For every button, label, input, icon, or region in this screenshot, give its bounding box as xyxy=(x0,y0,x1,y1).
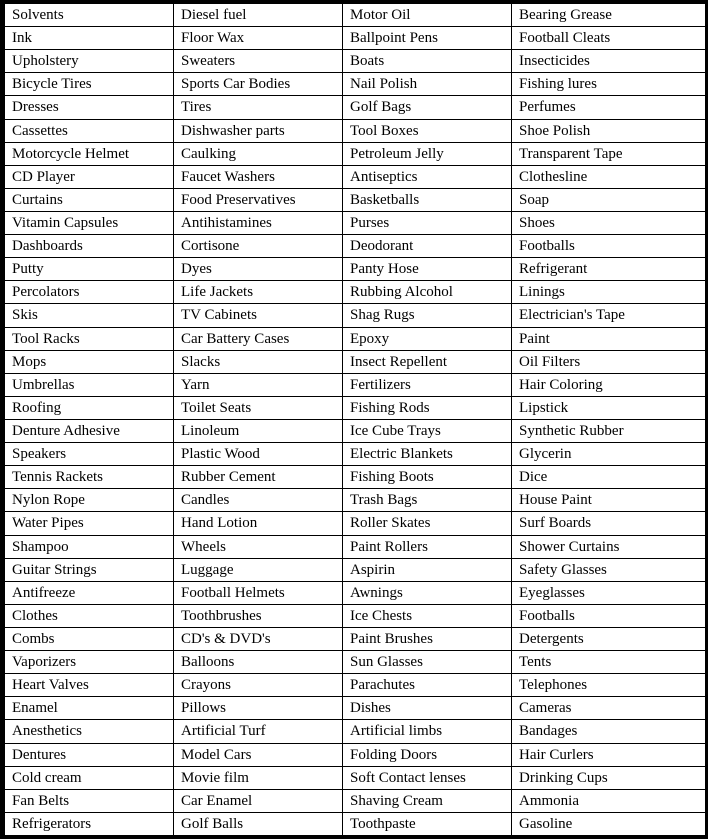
table-cell: Golf Balls xyxy=(174,812,343,835)
table-cell: Synthetic Rubber xyxy=(512,419,706,442)
table-cell: Lipstick xyxy=(512,396,706,419)
table-cell: Caulking xyxy=(174,142,343,165)
table-cell: Combs xyxy=(5,627,174,650)
table-cell: Gasoline xyxy=(512,812,706,835)
table-cell: Eyeglasses xyxy=(512,581,706,604)
table-cell: Petroleum Jelly xyxy=(343,142,512,165)
table-cell: Basketballs xyxy=(343,188,512,211)
table-cell: Bearing Grease xyxy=(512,4,706,27)
table-cell: Perfumes xyxy=(512,96,706,119)
table-row xyxy=(5,743,706,766)
table-cell: Balloons xyxy=(174,651,343,674)
table-row xyxy=(5,27,706,50)
table-cell: Cameras xyxy=(512,697,706,720)
table-cell: Shoe Polish xyxy=(512,119,706,142)
table-cell: Tool Racks xyxy=(5,327,174,350)
table-row xyxy=(5,258,706,281)
table-cell: Fishing Boots xyxy=(343,466,512,489)
table-cell: Floor Wax xyxy=(174,27,343,50)
table-row xyxy=(5,674,706,697)
table-cell: Folding Doors xyxy=(343,743,512,766)
table-cell: Vitamin Capsules xyxy=(5,211,174,234)
table-cell: Deodorant xyxy=(343,235,512,258)
table-cell: Curtains xyxy=(5,188,174,211)
table-cell: Parachutes xyxy=(343,674,512,697)
table-row xyxy=(5,535,706,558)
table-cell: Antihistamines xyxy=(174,211,343,234)
table-cell: Pillows xyxy=(174,697,343,720)
table-cell: Surf Boards xyxy=(512,512,706,535)
table-cell: Roofing xyxy=(5,396,174,419)
table-cell: Yarn xyxy=(174,373,343,396)
table-cell: Tires xyxy=(174,96,343,119)
table-cell: Diesel fuel xyxy=(174,4,343,27)
table-cell: Linoleum xyxy=(174,419,343,442)
table-cell: TV Cabinets xyxy=(174,304,343,327)
table-row xyxy=(5,188,706,211)
table-row xyxy=(5,165,706,188)
table-cell: Cold cream xyxy=(5,766,174,789)
table-cell: Paint Rollers xyxy=(343,535,512,558)
table-cell: Paint Brushes xyxy=(343,627,512,650)
table-cell: Soft Contact lenses xyxy=(343,766,512,789)
table-cell: Golf Bags xyxy=(343,96,512,119)
table-cell: Fertilizers xyxy=(343,373,512,396)
table-cell: Upholstery xyxy=(5,50,174,73)
table-cell: Luggage xyxy=(174,558,343,581)
table-cell: Ballpoint Pens xyxy=(343,27,512,50)
table-cell: Car Enamel xyxy=(174,789,343,812)
table-row xyxy=(5,558,706,581)
table-row xyxy=(5,512,706,535)
table-cell: Dishes xyxy=(343,697,512,720)
table-row xyxy=(5,581,706,604)
table-cell: Life Jackets xyxy=(174,281,343,304)
table-row xyxy=(5,96,706,119)
table-cell: Panty Hose xyxy=(343,258,512,281)
table-row xyxy=(5,627,706,650)
table-cell: Football Cleats xyxy=(512,27,706,50)
table-cell: Soap xyxy=(512,188,706,211)
table-cell: Faucet Washers xyxy=(174,165,343,188)
table-cell: Skis xyxy=(5,304,174,327)
table-cell: Solvents xyxy=(5,4,174,27)
table-row xyxy=(5,766,706,789)
table-cell: Toothpaste xyxy=(343,812,512,835)
table-row xyxy=(5,651,706,674)
table-cell: Plastic Wood xyxy=(174,443,343,466)
table-row xyxy=(5,720,706,743)
table-cell: Car Battery Cases xyxy=(174,327,343,350)
table-cell: Water Pipes xyxy=(5,512,174,535)
table-cell: Sun Glasses xyxy=(343,651,512,674)
table-cell: Tennis Rackets xyxy=(5,466,174,489)
table-cell: Nylon Rope xyxy=(5,489,174,512)
table-cell: Safety Glasses xyxy=(512,558,706,581)
table-cell: Hair Coloring xyxy=(512,373,706,396)
table-cell: Boats xyxy=(343,50,512,73)
table-cell: Sweaters xyxy=(174,50,343,73)
table-cell: Denture Adhesive xyxy=(5,419,174,442)
table-cell: House Paint xyxy=(512,489,706,512)
table-cell: Detergents xyxy=(512,627,706,650)
table-row xyxy=(5,281,706,304)
table-cell: Anesthetics xyxy=(5,720,174,743)
table-cell: Purses xyxy=(343,211,512,234)
table-cell: Antifreeze xyxy=(5,581,174,604)
table-cell: Cassettes xyxy=(5,119,174,142)
table-cell: Tents xyxy=(512,651,706,674)
table-cell: Candles xyxy=(174,489,343,512)
table-cell: Insect Repellent xyxy=(343,350,512,373)
table-cell: CD Player xyxy=(5,165,174,188)
table-cell: CD's & DVD's xyxy=(174,627,343,650)
table-cell: Shower Curtains xyxy=(512,535,706,558)
table-row xyxy=(5,396,706,419)
table-cell: Model Cars xyxy=(174,743,343,766)
table-row xyxy=(5,142,706,165)
table-row xyxy=(5,119,706,142)
table-row xyxy=(5,73,706,96)
table-cell: Nail Polish xyxy=(343,73,512,96)
table-cell: Telephones xyxy=(512,674,706,697)
table-cell: Antiseptics xyxy=(343,165,512,188)
table-cell: Crayons xyxy=(174,674,343,697)
table-cell: Mops xyxy=(5,350,174,373)
table-cell: Oil Filters xyxy=(512,350,706,373)
table-row xyxy=(5,373,706,396)
table-row xyxy=(5,697,706,720)
table-cell: Insecticides xyxy=(512,50,706,73)
table-cell: Glycerin xyxy=(512,443,706,466)
table-cell: Linings xyxy=(512,281,706,304)
table-cell: Clothesline xyxy=(512,165,706,188)
table-row xyxy=(5,50,706,73)
table-row xyxy=(5,489,706,512)
table-cell: Slacks xyxy=(174,350,343,373)
table-cell: Dice xyxy=(512,466,706,489)
table-cell: Footballs xyxy=(512,604,706,627)
table-row xyxy=(5,350,706,373)
table-cell: Cortisone xyxy=(174,235,343,258)
table-cell: Trash Bags xyxy=(343,489,512,512)
table-cell: Toothbrushes xyxy=(174,604,343,627)
table-cell: Ink xyxy=(5,27,174,50)
products-table-body xyxy=(5,4,706,836)
table-cell: Motor Oil xyxy=(343,4,512,27)
table-cell: Shampoo xyxy=(5,535,174,558)
table-cell: Vaporizers xyxy=(5,651,174,674)
table-row xyxy=(5,466,706,489)
table-cell: Roller Skates xyxy=(343,512,512,535)
table-row xyxy=(5,4,706,27)
table-cell: Artificial Turf xyxy=(174,720,343,743)
table-cell: Aspirin xyxy=(343,558,512,581)
table-row xyxy=(5,235,706,258)
table-cell: Transparent Tape xyxy=(512,142,706,165)
table-cell: Paint xyxy=(512,327,706,350)
table-cell: Awnings xyxy=(343,581,512,604)
table-cell: Percolators xyxy=(5,281,174,304)
table-cell: Speakers xyxy=(5,443,174,466)
table-cell: Shag Rugs xyxy=(343,304,512,327)
table-cell: Rubber Cement xyxy=(174,466,343,489)
table-cell: Food Preservatives xyxy=(174,188,343,211)
table-cell: Epoxy xyxy=(343,327,512,350)
table-row xyxy=(5,812,706,835)
table-row xyxy=(5,443,706,466)
table-cell: Dentures xyxy=(5,743,174,766)
table-cell: Ice Cube Trays xyxy=(343,419,512,442)
table-cell: Shaving Cream xyxy=(343,789,512,812)
table-cell: Shoes xyxy=(512,211,706,234)
table-cell: Putty xyxy=(5,258,174,281)
table-cell: Dashboards xyxy=(5,235,174,258)
table-cell: Drinking Cups xyxy=(512,766,706,789)
table-cell: Fan Belts xyxy=(5,789,174,812)
table-row xyxy=(5,604,706,627)
table-cell: Hand Lotion xyxy=(174,512,343,535)
table-cell: Clothes xyxy=(5,604,174,627)
table-cell: Enamel xyxy=(5,697,174,720)
table-cell: Hair Curlers xyxy=(512,743,706,766)
products-table xyxy=(4,3,706,836)
table-cell: Motorcycle Helmet xyxy=(5,142,174,165)
table-cell: Tool Boxes xyxy=(343,119,512,142)
table-row xyxy=(5,789,706,812)
table-cell: Refrigerators xyxy=(5,812,174,835)
table-cell: Bandages xyxy=(512,720,706,743)
table-cell: Electrician's Tape xyxy=(512,304,706,327)
table-cell: Rubbing Alcohol xyxy=(343,281,512,304)
table-cell: Ice Chests xyxy=(343,604,512,627)
table-cell: Umbrellas xyxy=(5,373,174,396)
table-cell: Dyes xyxy=(174,258,343,281)
table-row xyxy=(5,211,706,234)
table-row xyxy=(5,419,706,442)
table-cell: Fishing lures xyxy=(512,73,706,96)
table-row xyxy=(5,304,706,327)
table-cell: Football Helmets xyxy=(174,581,343,604)
table-cell: Ammonia xyxy=(512,789,706,812)
table-cell: Sports Car Bodies xyxy=(174,73,343,96)
table-cell: Refrigerant xyxy=(512,258,706,281)
table-cell: Dishwasher parts xyxy=(174,119,343,142)
table-cell: Footballs xyxy=(512,235,706,258)
table-cell: Bicycle Tires xyxy=(5,73,174,96)
table-cell: Toilet Seats xyxy=(174,396,343,419)
table-cell: Artificial limbs xyxy=(343,720,512,743)
table-cell: Guitar Strings xyxy=(5,558,174,581)
table-cell: Fishing Rods xyxy=(343,396,512,419)
table-cell: Wheels xyxy=(174,535,343,558)
table-cell: Movie film xyxy=(174,766,343,789)
table-row xyxy=(5,327,706,350)
table-cell: Heart Valves xyxy=(5,674,174,697)
table-cell: Dresses xyxy=(5,96,174,119)
table-cell: Electric Blankets xyxy=(343,443,512,466)
